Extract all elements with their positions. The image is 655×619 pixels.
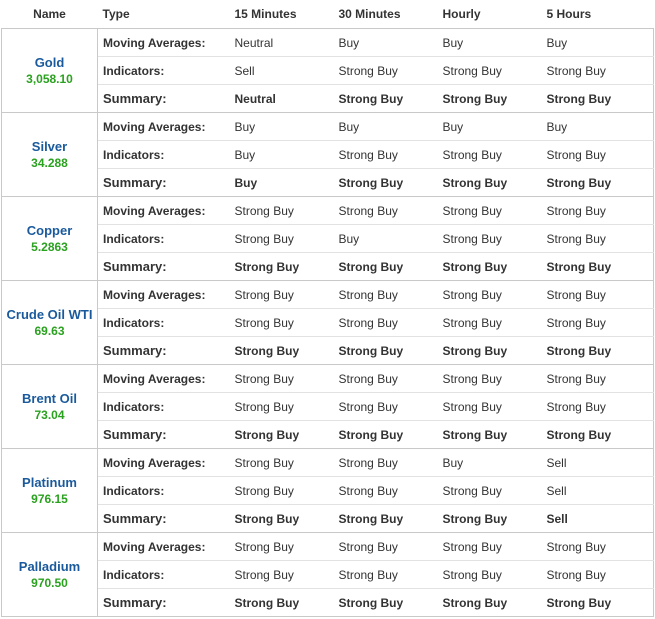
brent-oil-moving-averages-row	[2, 365, 654, 393]
signal-cell: Strong Buy	[230, 225, 334, 253]
summary-signal: Strong Buy	[438, 505, 542, 533]
crude-oil-wti-price: 69.63	[34, 324, 65, 338]
moving-averages-label: Moving Averages:	[98, 29, 230, 57]
summary-signal: Strong Buy	[334, 85, 438, 113]
platinum-moving-averages-row	[2, 449, 654, 477]
platinum-indicators-row	[2, 477, 654, 505]
palladium-link[interactable]: Palladium	[18, 559, 81, 574]
signal-cell: Strong Buy	[334, 309, 438, 337]
signal-cell: Buy	[230, 141, 334, 169]
signal-cell: Strong Buy	[334, 449, 438, 477]
platinum-price: 976.15	[31, 492, 68, 506]
signal-cell: Strong Buy	[542, 561, 654, 589]
header-5-hours: 5 Hours	[542, 0, 654, 29]
signal-cell: Strong Buy	[438, 533, 542, 561]
signal-cell: Strong Buy	[542, 281, 654, 309]
palladium-summary-row	[2, 589, 654, 617]
crude-oil-wti-summary-row	[2, 337, 654, 365]
signal-cell: Strong Buy	[438, 309, 542, 337]
summary-signal: Strong Buy	[230, 421, 334, 449]
signal-cell: Sell	[230, 57, 334, 85]
signal-cell: Strong Buy	[438, 281, 542, 309]
brent-oil-link[interactable]: Brent Oil	[22, 391, 77, 406]
signal-cell: Strong Buy	[334, 197, 438, 225]
instrument-cell	[2, 281, 98, 365]
signal-cell: Strong Buy	[542, 57, 654, 85]
summary-signal: Strong Buy	[230, 253, 334, 281]
moving-averages-label: Moving Averages:	[98, 197, 230, 225]
silver-price: 34.288	[31, 156, 68, 170]
silver-link[interactable]: Silver	[31, 139, 68, 154]
summary-signal: Strong Buy	[230, 505, 334, 533]
summary-signal: Strong Buy	[334, 337, 438, 365]
signal-cell: Strong Buy	[334, 533, 438, 561]
signal-cell: Strong Buy	[334, 477, 438, 505]
signal-cell: Sell	[542, 477, 654, 505]
indicators-label: Indicators:	[98, 57, 230, 85]
signal-cell: Strong Buy	[438, 393, 542, 421]
instrument-cell	[2, 113, 98, 197]
summary-signal: Strong Buy	[542, 337, 654, 365]
moving-averages-label: Moving Averages:	[98, 449, 230, 477]
signal-cell: Strong Buy	[230, 309, 334, 337]
signal-cell: Strong Buy	[438, 141, 542, 169]
summary-label: Summary:	[98, 253, 230, 281]
signal-cell: Sell	[542, 449, 654, 477]
signal-cell: Strong Buy	[542, 225, 654, 253]
signal-cell: Strong Buy	[542, 309, 654, 337]
summary-signal: Strong Buy	[438, 421, 542, 449]
copper-link[interactable]: Copper	[26, 223, 73, 238]
summary-signal: Strong Buy	[438, 253, 542, 281]
summary-label: Summary:	[98, 169, 230, 197]
indicators-label: Indicators:	[98, 141, 230, 169]
gold-indicators-row	[2, 57, 654, 85]
summary-signal: Strong Buy	[438, 589, 542, 617]
signal-cell: Strong Buy	[542, 365, 654, 393]
copper-moving-averages-row	[2, 197, 654, 225]
header-hourly: Hourly	[438, 0, 542, 29]
palladium-indicators-row	[2, 561, 654, 589]
summary-label: Summary:	[98, 85, 230, 113]
indicators-label: Indicators:	[98, 225, 230, 253]
platinum-link[interactable]: Platinum	[22, 475, 77, 490]
signal-cell: Strong Buy	[438, 57, 542, 85]
signal-cell: Strong Buy	[334, 393, 438, 421]
silver-summary-row	[2, 169, 654, 197]
signal-cell: Strong Buy	[230, 477, 334, 505]
crude-oil-wti-link[interactable]: Crude Oil WTI	[6, 307, 93, 322]
signal-cell: Strong Buy	[334, 365, 438, 393]
summary-signal: Strong Buy	[230, 589, 334, 617]
crude-oil-wti-indicators-row	[2, 309, 654, 337]
header-15-minutes: 15 Minutes	[230, 0, 334, 29]
moving-averages-label: Moving Averages:	[98, 113, 230, 141]
summary-label: Summary:	[98, 337, 230, 365]
moving-averages-label: Moving Averages:	[98, 365, 230, 393]
brent-oil-summary-row	[2, 421, 654, 449]
signal-cell: Strong Buy	[334, 141, 438, 169]
gold-price: 3,058.10	[26, 72, 73, 86]
summary-label: Summary:	[98, 421, 230, 449]
summary-signal: Strong Buy	[542, 253, 654, 281]
indicators-label: Indicators:	[98, 309, 230, 337]
copper-price: 5.2863	[31, 240, 68, 254]
summary-signal: Strong Buy	[438, 169, 542, 197]
signal-cell: Strong Buy	[230, 281, 334, 309]
signal-cell: Buy	[334, 225, 438, 253]
brent-oil-price: 73.04	[34, 408, 65, 422]
summary-signal: Strong Buy	[230, 337, 334, 365]
instrument-cell	[2, 365, 98, 449]
summary-signal: Strong Buy	[542, 589, 654, 617]
gold-summary-row	[2, 85, 654, 113]
indicators-label: Indicators:	[98, 561, 230, 589]
signal-cell: Strong Buy	[230, 449, 334, 477]
signal-cell: Strong Buy	[230, 393, 334, 421]
summary-signal: Strong Buy	[334, 421, 438, 449]
signal-cell: Strong Buy	[438, 561, 542, 589]
platinum-summary-row	[2, 505, 654, 533]
signal-cell: Neutral	[230, 29, 334, 57]
moving-averages-label: Moving Averages:	[98, 533, 230, 561]
instrument-cell	[2, 197, 98, 281]
signal-cell: Strong Buy	[230, 365, 334, 393]
table-body	[2, 29, 654, 617]
copper-summary-row	[2, 253, 654, 281]
gold-moving-averages-row	[2, 29, 654, 57]
summary-signal: Strong Buy	[334, 169, 438, 197]
summary-signal: Buy	[230, 169, 334, 197]
signal-cell: Strong Buy	[542, 197, 654, 225]
signal-cell: Strong Buy	[230, 561, 334, 589]
summary-signal: Strong Buy	[542, 85, 654, 113]
signal-cell: Strong Buy	[438, 477, 542, 505]
palladium-moving-averages-row	[2, 533, 654, 561]
instrument-cell	[2, 29, 98, 113]
summary-signal: Strong Buy	[438, 337, 542, 365]
signal-cell: Strong Buy	[542, 141, 654, 169]
summary-signal: Strong Buy	[542, 169, 654, 197]
summary-label: Summary:	[98, 505, 230, 533]
signal-cell: Strong Buy	[542, 533, 654, 561]
summary-signal: Strong Buy	[334, 505, 438, 533]
signal-cell: Strong Buy	[230, 197, 334, 225]
signal-cell: Strong Buy	[334, 281, 438, 309]
signal-cell: Strong Buy	[438, 365, 542, 393]
palladium-price: 970.50	[31, 576, 68, 590]
signal-cell: Buy	[334, 113, 438, 141]
moving-averages-label: Moving Averages:	[98, 281, 230, 309]
signal-cell: Buy	[230, 113, 334, 141]
summary-signal: Strong Buy	[334, 253, 438, 281]
header-type: Type	[98, 0, 230, 29]
signal-cell: Buy	[542, 29, 654, 57]
summary-signal: Strong Buy	[542, 421, 654, 449]
technical-summary-table	[1, 0, 654, 617]
signal-cell: Buy	[334, 29, 438, 57]
header-30-minutes: 30 Minutes	[334, 0, 438, 29]
signal-cell: Buy	[438, 449, 542, 477]
summary-signal: Strong Buy	[334, 589, 438, 617]
instrument-cell	[2, 533, 98, 617]
indicators-label: Indicators:	[98, 393, 230, 421]
summary-signal: Neutral	[230, 85, 334, 113]
signal-cell: Strong Buy	[438, 225, 542, 253]
signal-cell: Buy	[542, 113, 654, 141]
signal-cell: Strong Buy	[230, 533, 334, 561]
crude-oil-wti-moving-averages-row	[2, 281, 654, 309]
header-row	[2, 0, 654, 29]
instrument-cell	[2, 449, 98, 533]
header-name: Name	[2, 0, 98, 29]
silver-indicators-row	[2, 141, 654, 169]
signal-cell: Strong Buy	[542, 393, 654, 421]
signal-cell: Strong Buy	[334, 561, 438, 589]
brent-oil-indicators-row	[2, 393, 654, 421]
summary-signal: Sell	[542, 505, 654, 533]
signal-cell: Buy	[438, 113, 542, 141]
gold-link[interactable]: Gold	[34, 55, 65, 70]
copper-indicators-row	[2, 225, 654, 253]
signal-cell: Strong Buy	[334, 57, 438, 85]
summary-label: Summary:	[98, 589, 230, 617]
signal-cell: Buy	[438, 29, 542, 57]
indicators-label: Indicators:	[98, 477, 230, 505]
signal-cell: Strong Buy	[438, 197, 542, 225]
silver-moving-averages-row	[2, 113, 654, 141]
summary-signal: Strong Buy	[438, 85, 542, 113]
